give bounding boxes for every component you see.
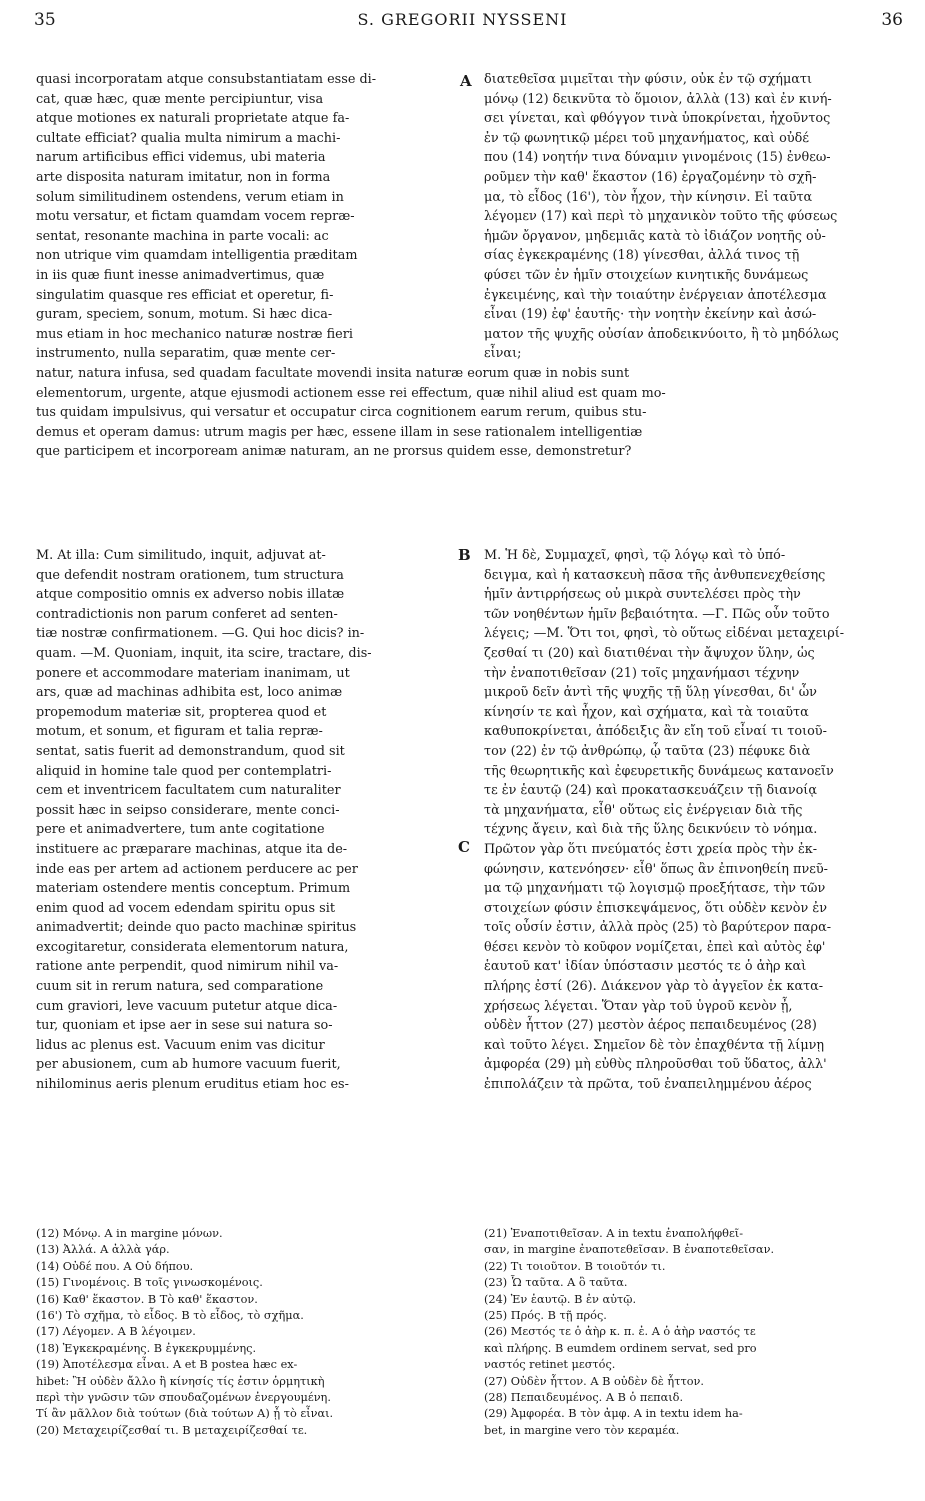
margin-marker-c: C — [458, 838, 470, 856]
footnote: (16) Καθ' ἕκαστον. B Τὸ καθ' ἕκαστον. — [36, 1292, 258, 1306]
text-line: cat, quæ hæc, quæ mente percipiuntur, visa — [36, 91, 324, 107]
footnote: (20) Μεταχειρίζεσθαί τι. B μεταχειρίζεσθαί τε. — [36, 1423, 308, 1437]
text-line: que defendit nostram orationem, tum structura — [36, 567, 344, 583]
text-line: καὶ τοῦτο λέγει. Σημεῖον δὲ τὸν ἐπαχθέντα τῇ λίμνῃ — [484, 1037, 825, 1053]
text-line: aliquid in homine tale quod per contemplatri- — [36, 763, 332, 779]
footnote: (23) Ὧ ταῦτα. A ὃ ταῦτα. — [484, 1276, 628, 1290]
text-line: cultate efficiat? qualia multa nimirum a machi- — [36, 130, 341, 146]
footnote: Τί ἂν μᾶλλον διὰ τούτων (διὰ τούτων A) ᾖ τὸ εἶναι. — [36, 1407, 334, 1421]
text-line: ἐπιπολάζειν τὰ πρῶτα, τοῦ ἐναπειλημμένου ἀέρος — [484, 1077, 812, 1093]
text-line: ἡμῶν ὄργανον, μηδεμιᾶς κατὰ τὸ ἰδιάζον νοητῆς οὐ- — [484, 228, 826, 244]
text-line: natur, natura infusa, sed quadam facultate movendi insita naturæ eorum quæ in nobis sunt — [36, 366, 630, 381]
text-line: inde eas per artem ad actionem perducere ac per — [36, 861, 358, 877]
text-line: λέγεις; —Μ. Ὅτι τοι, φησὶ, τὸ οὕτως εἰδέναι μεταχειρί- — [484, 626, 845, 642]
footnote: περὶ τὴν γνῶσιν τῶν σπουδαζομένων ἐνεργουμένη. — [36, 1390, 331, 1404]
text-line: χρήσεως λέγεται. Ὅταν γὰρ τοῦ ὑγροῦ κενὸν ᾖ, — [484, 998, 793, 1014]
text-line: solum similitudinem ostendens, verum etiam in — [36, 189, 344, 205]
text-line: ροῦμεν τὴν καθ' ἕκαστον (16) ἐργαζομένην τὸ σχῆ- — [484, 169, 817, 185]
text-line: motu versatur, et fictam quamdam vocem repræ- — [36, 209, 355, 225]
text-line: σει γίνεται, καὶ φθόγγον τινὰ ὑποκρίνεται, ἠχοῦντος — [484, 111, 831, 127]
text-line: cem et inventricem facultatem cum naturaliter — [36, 783, 341, 799]
text-line: instrumento, nulla separatim, quæ mente cer- — [36, 346, 336, 362]
full-width-latin-paragraph — [36, 364, 909, 462]
text-line: cum graviori, leve vacuum putetur atque dica- — [36, 998, 338, 1014]
text-line: non utrique vim quamdam intelligentia præditam — [36, 248, 358, 264]
text-line: atque motiones ex naturali proprietate atque fa- — [36, 111, 350, 127]
text-line: animadvertit; deinde quo pacto machinæ spiritus — [36, 920, 357, 936]
text-line: θέσει κενὸν τὸ κοῦφον νομίζεται, ἐπεὶ καὶ αὐτὸς ἐφ' — [484, 939, 826, 955]
text-line: πλήρης ἐστί (26). Διάκενον γὰρ τὸ ἀγγεῖον ἐκ κατα- — [484, 979, 824, 995]
text-line: motum, et sonum, et figuram et talia repræ- — [36, 724, 323, 740]
text-line: σίας ἐγκεκραμένης (18) γίνεσθαι, ἀλλά τινος τῇ — [484, 248, 800, 264]
text-line: per abusionem, cum ab humore vacuum fuerit, — [36, 1057, 341, 1073]
text-line: atque compositio omnis ex adverso nobis illatæ — [36, 587, 345, 603]
footnote: (24) Ἐν ἑαυτῷ. B ἐν αὐτῷ. — [484, 1292, 637, 1306]
footnote: (27) Οὐδὲν ἧττον. A B οὐδὲν δὲ ἧττον. — [484, 1374, 704, 1388]
text-line: τε ἐν ἑαυτῷ (24) καὶ προκατασκευάζειν τῇ διανοίᾳ — [484, 783, 817, 799]
footnote: (19) Ἀποτέλεσμα εἶναι. A et B postea hæc ex- — [36, 1358, 298, 1372]
text-line: τὰ μηχανήματα, εἶθ' οὕτως εἰς ἐνέργειαν διὰ τῆς — [484, 802, 803, 818]
text-line: εἶναι; — [484, 346, 522, 362]
footnote: (16') Τὸ σχῆμα, τὸ εἶδος. B τὸ εἶδος, τὸ σχῆμα. — [36, 1308, 304, 1322]
text-line: τέχνης ἄγειν, καὶ διὰ τῆς ὕλης δεικνύειν τὸ νόημα. — [484, 822, 818, 838]
text-line: M. Ἡ δὲ, Συμμαχεῖ, φησὶ, τῷ λόγῳ καὶ τὸ ὑπό- — [484, 548, 786, 563]
footnote: ναστός retinet μεστός. — [484, 1358, 616, 1372]
text-line: lidus ac plenus est. Vacuum enim vas dicitur — [36, 1037, 325, 1053]
text-line: arte disposita naturam imitatur, non in forma — [36, 169, 331, 185]
text-line: ἐν τῷ φωνητικῷ μέρει τοῦ μηχανήματος, καὶ οὐδέ — [484, 130, 809, 146]
text-line: οὐδὲν ἧττον (27) μεστὸν ἀέρος πεπαιδευμένος (28) — [484, 1018, 817, 1034]
text-line: τὴν ἐναποτιθεῖσαν (21) τοῖς μηχανήμασι τέχνην — [484, 665, 800, 681]
text-line: λέγομεν (17) καὶ περὶ τὸ μηχανικὸν τοῦτο τῆς φύσεως — [484, 209, 838, 225]
text-line: cuum sit in rerum natura, sed comparatione — [36, 979, 324, 995]
running-title: S. GREGORII NYSSENI — [357, 10, 568, 29]
text-line: καθυποκρίνεται, ἀπόδειξις ἂν εἴη τοῦ εἶναί τι τοιοῦ- — [484, 724, 827, 740]
text-line: que participem et incorpoream animæ naturam, an ne prorsus quidem esse, demonstretur? — [36, 444, 632, 460]
text-line: pere et animadvertere, tum ante cogitatione — [36, 822, 325, 838]
footnote: (13) Ἀλλά. A ἀλλὰ γάρ. — [36, 1243, 170, 1257]
footnote: (26) Μεστός τε ὁ ἀὴρ κ. π. ἐ. A ὁ ἀὴρ ναστός τε — [484, 1325, 756, 1339]
footnote: καὶ πλήρης. B eumdem ordinem servat, sed pro — [484, 1341, 757, 1355]
footnote: hibet: Ἢ οὐδὲν ἄλλο ἢ κίνησίς τίς ἐστιν ὁρμητικὴ — [36, 1374, 325, 1388]
text-line: τον (22) ἐν τῷ ἀνθρώπῳ, ᾧ ταῦτα (23) πέφυκε διὰ — [484, 743, 811, 759]
text-line: ratione ante perpendit, quod nimirum nihil va- — [36, 959, 339, 975]
margin-marker-b: B — [458, 546, 471, 564]
footnote: (15) Γινομένοις. B τοῖς γινωσκομένοις. — [36, 1276, 263, 1290]
text-line: narum artificibus effici videmus, ubi materia — [36, 150, 326, 166]
text-line: instituere ac præparare machinas, atque ita de- — [36, 841, 348, 857]
text-line: tus quidam impulsivus, qui versatur et occupatur circa cognitionem earum rerum, quibus stu- — [36, 405, 647, 421]
footnote: (17) Λέγομεν. A B λέγοιμεν. — [36, 1325, 196, 1339]
text-line: δειγμα, καὶ ἡ κατασκευὴ πᾶσα τῆς ἀνθυπενεχθείσης — [484, 567, 826, 583]
footnote: (14) Οὐδέ που. A Οὐ δήπου. — [36, 1259, 194, 1273]
text-line: quam. —M. Quoniam, inquit, ita scire, tractare, dis- — [36, 645, 372, 661]
text-line: μόνῳ (12) δεικνῦτα τὸ ὅμοιον, ἀλλὰ (13) καὶ ἐν κινή- — [484, 91, 832, 107]
text-line: μα, τὸ εἶδος (16'), τὸν ἦχον, τὴν κίνησιν. Εἰ ταῦτα — [484, 189, 813, 205]
text-line: που (14) νοητήν τινα δύναμιν γινομένοις (15) ἐνθεω- — [484, 150, 831, 166]
footnote: bet, in margine vero τὸν κεραμέα. — [484, 1423, 680, 1437]
footnote: σαν, in margine ἐναποτεθεῖσαν. B ἐναποτεθεῖσαν. — [484, 1243, 775, 1257]
text-line: φώνησιν, κατενόησεν· εἶθ' ὅπως ἂν ἐπινοηθείη πνεῦ- — [484, 861, 828, 877]
text-line: ars, quæ ad machinas adhibita est, loco animæ — [36, 685, 343, 701]
text-line: ζεσθαί τι (20) καὶ διατιθέναι τὴν ἄψυχον ὕλην, ὡς — [484, 645, 815, 661]
text-line: possit hæc in seipso considerare, mente conci- — [36, 802, 340, 818]
greek-column-section1 — [484, 70, 909, 364]
text-line: ponere et accommodare materiam inanimam, ut — [36, 665, 350, 681]
footnote: (18) Ἐγκεκραμένης. B ἐγκεκρυμμένης. — [36, 1341, 257, 1355]
text-line: propemodum materiæ sit, propterea quod et — [36, 704, 327, 720]
page-header — [0, 6, 925, 32]
greek-column-section2 — [484, 546, 909, 1095]
text-line: ἑαυτοῦ κατ' ἰδίαν ὑπόστασιν μεστός τε ὁ ἀὴρ καὶ — [484, 959, 807, 975]
text-line: guram, speciem, sonum, motum. Si hæc dica- — [36, 307, 333, 323]
footnotes-right — [484, 1226, 909, 1439]
text-line: materiam ostendere mentis conceptum. Primum — [36, 881, 351, 897]
latin-column-section2 — [36, 546, 456, 1095]
text-line: στοιχείων φύσιν ἐπισκεψάμενος, ὅτι οὐδὲν κενὸν ἐν — [484, 900, 828, 916]
text-line: ἐγκειμένης, καὶ τὴν τοιαύτην ἐνέργειαν ἀποτέλεσμα — [484, 287, 827, 303]
latin-column-section1 — [36, 70, 456, 364]
text-line: elementorum, urgente, atque ejusmodi actionem esse rei effectum, quæ nihil aliud est quam mo- — [36, 385, 666, 401]
text-line: τοῖς οὖσίν ἐστιν, ἀλλὰ πρὸς (25) τὸ βαρύτερον παρα- — [484, 920, 832, 936]
footnote: (28) Πεπαιδευμένος. A B ὁ πεπαιδ. — [484, 1390, 684, 1404]
page-number-right: 36 — [881, 10, 903, 30]
text-line: tiæ nostræ confirmationem. —G. Qui hoc dicis? in- — [36, 626, 365, 642]
footnote: (12) Μόνῳ. A in margine μόνων. — [36, 1227, 223, 1240]
text-line: κίνησίν τε καὶ ἦχον, καὶ σχήματα, καὶ τὰ τοιαῦτα — [484, 704, 809, 720]
text-line: φύσει τῶν ἐν ἡμῖν στοιχείων κινητικῆς δυνάμεως — [484, 267, 809, 283]
text-line: tur, quoniam et ipse aer in sese sui natura so- — [36, 1018, 333, 1034]
text-line: quasi incorporatam atque consubstantiatam esse di- — [36, 72, 377, 87]
text-line: ἀμφορέα (29) μὴ εὐθὺς πληροῦσθαι τοῦ ὕδατος, ἀλλ' — [484, 1057, 827, 1073]
text-line: contradictionis non parum conferet ad senten- — [36, 606, 338, 622]
footnote: (21) Ἐναποτιθεῖσαν. A in textu ἐναπολήφθεῖ- — [484, 1227, 744, 1240]
footnote: (29) Ἀμφορέα. B τὸν ἀμφ. A in textu idem ha- — [484, 1407, 743, 1421]
text-line: nihilominus aeris plenum eruditus etiam hoc es- — [36, 1077, 349, 1093]
text-line: τῶν νοηθέντων ἡμῖν βεβαιότητα. —Γ. Πῶς οὖν τοῦτο — [484, 606, 830, 622]
text-line: ἡμῖν ἀντιρρήσεως οὐ μικρὰ συντελέσει πρὸς τὴν — [484, 587, 801, 603]
text-line: mus etiam in hoc mechanico naturæ nostræ fieri — [36, 326, 353, 342]
footnotes-left — [36, 1226, 474, 1439]
text-line: sentat, resonante machina in parte vocali: ac — [36, 228, 329, 244]
text-line: M. At illa: Cum similitudo, inquit, adjuvat at- — [36, 548, 326, 563]
text-line: τῆς θεωρητικῆς καὶ ἐφευρετικῆς δυνάμεως κατανοεῖν — [484, 763, 834, 779]
text-line: sentat, satis fuerit ad demonstrandum, quod sit — [36, 743, 345, 759]
text-line: excogitaretur, considerata elementorum natura, — [36, 939, 349, 955]
text-line: singulatim quasque res efficiat et operetur, fi- — [36, 287, 334, 303]
page-number-left: 35 — [34, 10, 56, 30]
footnote: (25) Πρός. B τῇ πρός. — [484, 1308, 607, 1322]
text-line: μικροῦ δεῖν ἀντὶ τῆς ψυχῆς τῇ ὕλῃ γίνεσθαι, δι' ὧν — [484, 685, 817, 701]
text-line: εἶναι (19) ἐφ' ἑαυτῆς· τὴν νοητὴν ἐκείνην καὶ ἀσώ- — [484, 307, 817, 323]
text-line: μα τῷ μηχανήματι τῷ λογισμῷ προεξήτασε, τὴν τῶν — [484, 881, 826, 897]
text-line: demus et operam damus: utrum magis per hæc, essene illam in sese rationalem intelligentiæ — [36, 424, 643, 440]
footnote: (22) Τι τοιοῦτον. B τοιοῦτόν τι. — [484, 1259, 666, 1273]
text-line: ματον τῆς ψυχῆς οὐσίαν ἀποδεικνύοιτο, ἢ τὸ μηδόλως — [484, 326, 839, 342]
text-line: enim quod ad vocem edendam spiritu opus sit — [36, 900, 335, 916]
text-line: Πρῶτον γὰρ ὅτι πνεύματός ἐστι χρεία πρὸς τὴν ἐκ- — [484, 841, 818, 857]
margin-marker-a: A — [460, 72, 472, 90]
text-line: in iis quæ fiunt inesse animadvertimus, quæ — [36, 267, 325, 283]
text-line: διατεθεῖσα μιμεῖται τὴν φύσιν, οὐκ ἐν τῷ σχήματι — [484, 72, 813, 87]
